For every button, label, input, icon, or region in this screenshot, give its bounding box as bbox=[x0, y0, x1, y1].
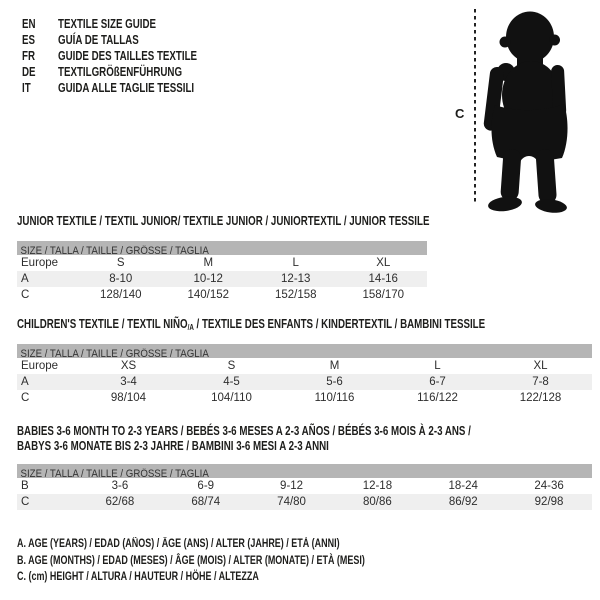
size-cell: 24-36 bbox=[534, 480, 564, 492]
size-cell: 6-7 bbox=[429, 376, 446, 388]
size-cell: 140/152 bbox=[187, 289, 230, 301]
size-cell: M bbox=[203, 257, 214, 269]
table-title bbox=[17, 318, 485, 334]
language-code: IT bbox=[22, 80, 31, 95]
size-cell: 5-6 bbox=[326, 376, 343, 388]
size-cell: L bbox=[434, 360, 441, 372]
size-header-bar bbox=[17, 344, 592, 358]
row-label: A bbox=[21, 273, 29, 285]
language-code: FR bbox=[22, 48, 36, 63]
language-row-es bbox=[22, 32, 197, 48]
table-title: JUNIOR TEXTILE / TEXTIL JUNIOR/ TEXTILE JUNIOR / JUNIORTEXTIL / JUNIOR TESSILE bbox=[17, 214, 430, 228]
height-dashed-line bbox=[474, 9, 476, 205]
table-row-europe bbox=[17, 358, 592, 374]
footnotes bbox=[17, 536, 365, 586]
table-row-height bbox=[17, 287, 427, 303]
size-cell: 74/80 bbox=[277, 496, 306, 508]
language-row-it bbox=[22, 80, 197, 96]
language-code: EN bbox=[22, 16, 36, 31]
row-label: A bbox=[21, 376, 29, 388]
size-cell: 12-13 bbox=[281, 273, 311, 285]
size-cell: 10-12 bbox=[193, 273, 223, 285]
size-table-children bbox=[17, 318, 592, 406]
language-code: ES bbox=[22, 32, 36, 47]
table-row-height bbox=[17, 390, 592, 406]
size-cell: 8-10 bbox=[109, 273, 133, 285]
size-cell: 62/68 bbox=[105, 496, 135, 508]
size-table-babies bbox=[17, 424, 592, 510]
size-cell: 110/116 bbox=[314, 392, 355, 404]
size-cell: 3-4 bbox=[120, 376, 137, 388]
size-cell: 4-5 bbox=[223, 376, 240, 388]
language-title: GUIDE DES TAILLES TEXTILE bbox=[58, 48, 198, 63]
language-title: TEXTILGRÖßENFÜHRUNG bbox=[58, 64, 183, 79]
table-title-line1: BABIES 3-6 MONTH TO 2-3 YEARS / BEBÉS 3-6 MESES A 2-3 AÑOS / BÉBÉS 3-6 MOIS À 2-3 ANS / bbox=[17, 424, 471, 438]
size-cell: XL bbox=[533, 360, 548, 372]
row-label: B bbox=[21, 480, 29, 492]
table-row-age bbox=[17, 374, 592, 390]
size-cell: 86/92 bbox=[448, 496, 478, 508]
table-row-europe bbox=[17, 255, 427, 271]
language-code: DE bbox=[22, 64, 36, 79]
size-cell: 158/170 bbox=[362, 289, 405, 301]
language-title: GUÍA DE TALLAS bbox=[58, 32, 139, 47]
language-row-fr bbox=[22, 48, 197, 64]
language-list bbox=[22, 16, 197, 96]
size-cell: 122/128 bbox=[519, 392, 562, 404]
child-silhouette-icon bbox=[481, 9, 577, 213]
size-header-bar bbox=[17, 241, 427, 255]
language-title: GUIDA ALLE TAGLIE TESSILI bbox=[58, 80, 195, 95]
size-cell: 98/104 bbox=[110, 392, 147, 404]
size-cell: 92/98 bbox=[534, 496, 564, 508]
size-cell: L bbox=[292, 257, 299, 269]
size-cell: S bbox=[116, 257, 125, 269]
table-row-months bbox=[17, 478, 592, 494]
size-header-bar bbox=[17, 464, 592, 478]
size-cell: 116/122 bbox=[417, 392, 458, 404]
footnote-a: A. AGE (YEARS) / EDAD (AÑOS) / ÂGE (ANS) / ALTER (JAHRE) / ETÀ (ANNI) bbox=[17, 538, 340, 550]
language-row-en bbox=[22, 16, 197, 32]
size-header-label: SIZE / TALLA / TAILLE / GRÖSSE / TAGLIA bbox=[20, 245, 209, 257]
size-table-junior bbox=[17, 214, 430, 303]
size-cell: XL bbox=[376, 257, 391, 269]
size-cell: 14-16 bbox=[368, 273, 398, 285]
footnote-c: C. (cm) HEIGHT / ALTURA / HAUTEUR / HÖHE / ALTEZZA bbox=[17, 571, 259, 583]
table-title-subscript: /A bbox=[187, 323, 194, 332]
table-row-height bbox=[17, 494, 592, 510]
size-cell: 6-9 bbox=[197, 480, 215, 492]
table-row-age bbox=[17, 271, 427, 287]
size-cell: 152/158 bbox=[274, 289, 317, 301]
size-cell: M bbox=[329, 360, 340, 372]
row-label: C bbox=[21, 392, 30, 404]
size-cell: 9-12 bbox=[280, 480, 304, 492]
table-title-line2: BABYS 3-6 MONATE BIS 2-3 JAHRE / BAMBINI 3-6 MESI A 2-3 ANNI bbox=[17, 439, 329, 453]
footnote-b: B. AGE (MONTHS) / EDAD (MESES) / ÂGE (MOIS) / ALTER (MONATE) / ETÀ (MESI) bbox=[17, 554, 365, 567]
size-cell: S bbox=[227, 360, 236, 372]
size-cell: 18-24 bbox=[448, 480, 478, 492]
row-label: C bbox=[21, 289, 30, 301]
height-marker-label: C bbox=[455, 106, 465, 121]
size-header-label: SIZE / TALLA / TAILLE / GRÖSSE / TAGLIA bbox=[20, 348, 209, 360]
size-cell: 12-18 bbox=[362, 480, 393, 492]
row-label: Europe bbox=[21, 257, 59, 269]
size-cell: 104/110 bbox=[211, 392, 252, 404]
table-title bbox=[17, 424, 471, 454]
size-header-label: SIZE / TALLA / TAILLE / GRÖSSE / TAGLIA bbox=[20, 468, 209, 480]
size-cell: 7-8 bbox=[532, 376, 549, 388]
size-cell: XS bbox=[120, 360, 137, 372]
table-title-text: / TEXTILE DES ENFANTS / KINDERTEXTIL / BAMBINI TESSILE bbox=[193, 317, 486, 331]
row-label: C bbox=[21, 496, 30, 508]
row-label: Europe bbox=[21, 360, 59, 372]
table-title-text: CHILDREN'S TEXTILE / TEXTIL NIÑO bbox=[17, 317, 188, 331]
language-row-de bbox=[22, 64, 197, 80]
language-title: TEXTILE SIZE GUIDE bbox=[58, 16, 157, 31]
size-cell: 3-6 bbox=[111, 480, 129, 492]
size-cell: 80/86 bbox=[363, 496, 392, 508]
size-cell: 68/74 bbox=[191, 496, 221, 508]
size-cell: 128/140 bbox=[99, 289, 142, 301]
